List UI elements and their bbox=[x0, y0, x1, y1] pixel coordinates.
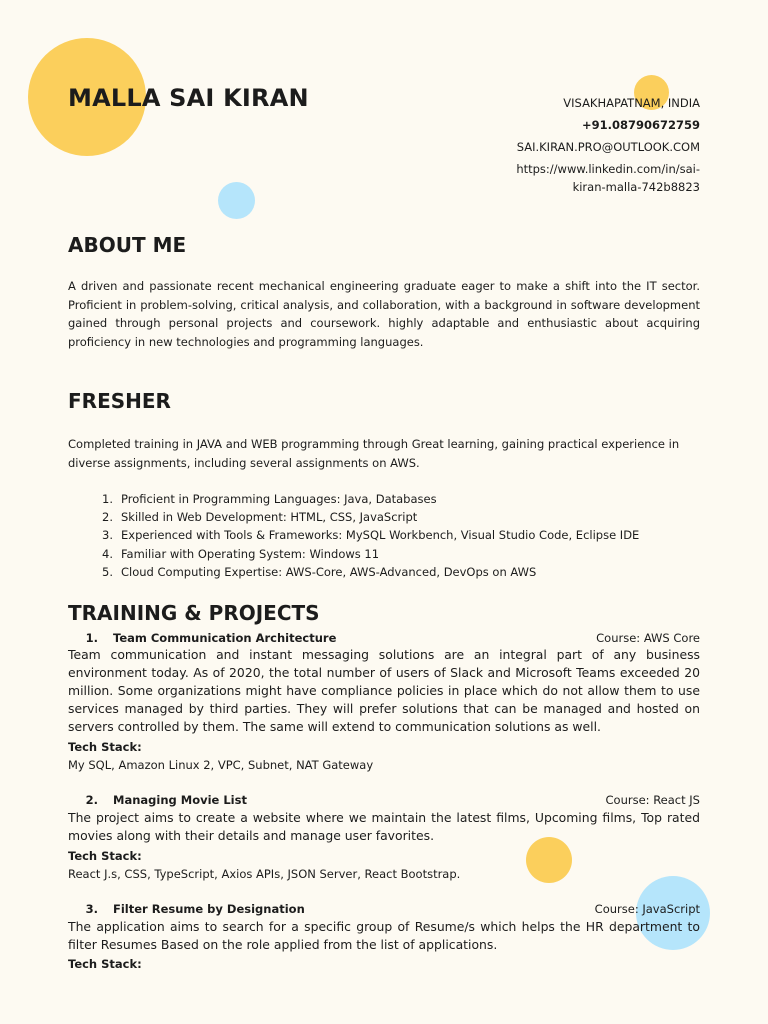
project-course: Course: JavaScript bbox=[594, 902, 700, 916]
project-description: The application aims to search for a specific group of Resume/s which helps the HR department to filter Resumes Based on the role applied from the list of applications. bbox=[68, 919, 700, 952]
list-item bbox=[68, 508, 639, 526]
list-item-text: Familiar with Operating System: Windows 11 bbox=[121, 546, 380, 561]
list-item-text: Cloud Computing Expertise: AWS-Core, AWS-Advanced, DevOps on AWS bbox=[121, 564, 537, 579]
list-item-number: 5. bbox=[102, 564, 113, 579]
list-item bbox=[68, 563, 639, 581]
project-title: Managing Movie List bbox=[113, 793, 247, 807]
fresher-heading: FRESHER bbox=[68, 389, 171, 413]
about-heading: ABOUT ME bbox=[68, 233, 187, 257]
project-description: The project aims to create a website where we maintain the latest films, Upcoming films, Top rated movies along with their details and manage user favorites. bbox=[68, 810, 700, 843]
fresher-text: Completed training in JAVA and WEB programming through Great learning, gaining practical experience in diverse assignments, including several assignments on AWS. bbox=[68, 437, 680, 470]
tech-stack-value: React J.s, CSS, TypeScript, Axios APIs, JSON Server, React Bootstrap. bbox=[68, 867, 461, 881]
list-item-number: 2. bbox=[102, 510, 113, 525]
list-item-text: Experienced with Tools & Frameworks: MySQL Workbench, Visual Studio Code, Eclipse IDE bbox=[121, 528, 640, 543]
tech-stack-label: Tech Stack: bbox=[68, 740, 142, 754]
project-number: 3. bbox=[85, 902, 98, 916]
about-text: A driven and passionate recent mechanical engineering graduate eager to make a shift into the IT sector. Proficient in problem-solving, critical analysis, and collaboration, with a background in software development gained through personal projects and coursework. highly adaptable and enthusiastic about acquiring proficiency in new technologies and programming languages. bbox=[68, 279, 700, 349]
list-item bbox=[68, 526, 639, 544]
linkedin-line-2[interactable]: kiran-malla-742b8823 bbox=[572, 180, 700, 194]
project-header bbox=[68, 629, 700, 647]
project-header bbox=[68, 791, 700, 809]
contact-block bbox=[440, 92, 700, 196]
list-item-number: 4. bbox=[102, 546, 113, 561]
project-course: Course: React JS bbox=[605, 793, 700, 807]
project-number: 2. bbox=[85, 793, 98, 807]
list-item-number: 1. bbox=[102, 492, 113, 506]
tech-stack-label: Tech Stack: bbox=[68, 849, 142, 863]
list-item-text: Skilled in Web Development: HTML, CSS, JavaScript bbox=[121, 510, 418, 525]
project-title: Team Communication Architecture bbox=[113, 631, 337, 645]
list-item-text: Proficient in Programming Languages: Java, Databases bbox=[121, 492, 437, 506]
linkedin-link[interactable] bbox=[440, 160, 700, 196]
training-heading: TRAINING & PROJECTS bbox=[68, 601, 320, 625]
project-course: Course: AWS Core bbox=[596, 631, 700, 645]
email-link[interactable]: SAI.KIRAN.PRO@OUTLOOK.COM bbox=[516, 140, 700, 154]
project-description: Team communication and instant messaging solutions are an integral part of any business environment today. As of 2020, the total number of users of Slack and Microsoft Teams exceeded 20 million. Some organizations might have compliance policies in place which do not allow them to use services managed by third parties. They will prefer solutions that can be managed and hosted on servers controlled by them. The same will extend to communication solutions as well. bbox=[68, 647, 700, 734]
project-title: Filter Resume by Designation bbox=[113, 902, 305, 916]
candidate-name: MALLA SAI KIRAN bbox=[68, 84, 309, 112]
skills-list bbox=[68, 490, 639, 581]
list-item bbox=[68, 545, 639, 563]
list-item-number: 3. bbox=[102, 528, 113, 543]
project-header bbox=[68, 900, 700, 918]
location: VISAKHAPATNAM, INDIA bbox=[563, 96, 700, 110]
phone-number: +91.08790672759 bbox=[581, 118, 700, 132]
tech-stack-value: My SQL, Amazon Linux 2, VPC, Subnet, NAT Gateway bbox=[68, 758, 374, 772]
project-number: 1. bbox=[85, 631, 98, 645]
linkedin-line-1[interactable]: https://www.linkedin.com/in/sai- bbox=[516, 162, 700, 176]
tech-stack-label: Tech Stack: bbox=[68, 957, 142, 971]
list-item bbox=[68, 490, 639, 508]
decorative-circle-blue-small bbox=[218, 182, 255, 219]
